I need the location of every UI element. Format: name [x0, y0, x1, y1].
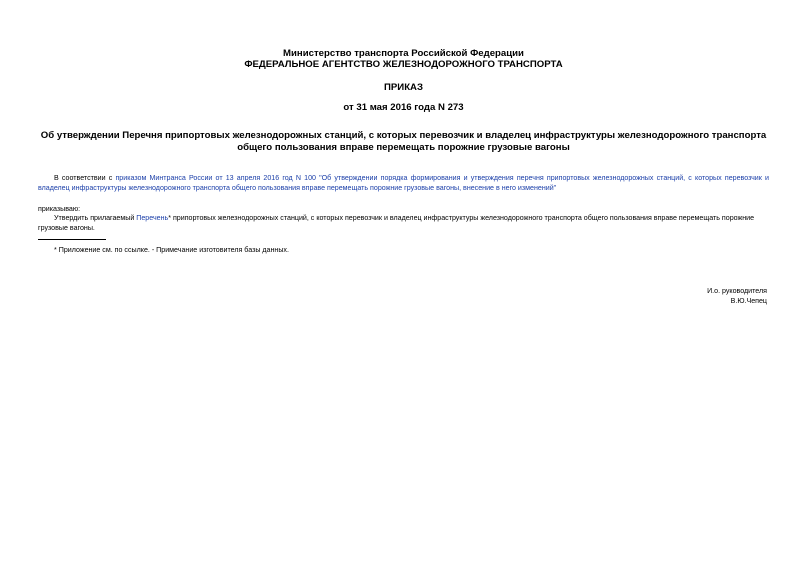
approve-paragraph — [38, 213, 769, 233]
list-link[interactable]: Перечень — [136, 214, 169, 222]
approve-text: припортовых железнодорожных станций, с которых перевозчик и владелец инфраструктуры железнодорожного транспорта общего пользования вправе перемещать порожние грузовые вагоны. — [38, 214, 755, 232]
basis-paragraph — [38, 173, 769, 193]
agency-name: ФЕДЕРАЛЬНОЕ АГЕНТСТВО ЖЕЛЕЗНОДОРОЖНОГО ТРАНСПОРТА — [244, 59, 563, 70]
ministry-name: Министерство транспорта Российской Федерации — [283, 48, 524, 59]
basis-order-link[interactable]: приказом Минтранса России от 13 апреля 2016 год N 100 "Об утверждении порядка формирования и утверждения перечня припортовых железнодорожных станций, с которых перевозчик и владелец инфраструктуры железнодорожного транспорта общего пользования вправе перемещать порожние грузовые вагоны, внесение в него изменений" — [38, 174, 770, 192]
footnote-text: * Приложение см. по ссылке. - Примечание изготовителя базы данных. — [54, 246, 289, 254]
approve-prefix: Утвердить прилагаемый — [54, 214, 137, 222]
basis-prefix: В соответствии с — [54, 174, 116, 182]
signatory-role: И.о. руководителя — [707, 287, 767, 295]
footnote-divider — [38, 239, 106, 240]
footnote-mark: * — [168, 214, 171, 222]
document-title: Об утверждении Перечня припортовых железнодорожных станций, с которых перевозчик и владелец инфраструктуры железнодорожного транспорта общего пользования вправе перемещать порожние грузовые вагоны — [40, 130, 767, 153]
order-word: приказываю: — [38, 205, 81, 213]
document-type: ПРИКАЗ — [384, 82, 423, 93]
document-date: от 31 мая 2016 года N 273 — [343, 102, 464, 113]
signatory-name: В.Ю.Чепец — [730, 297, 767, 305]
